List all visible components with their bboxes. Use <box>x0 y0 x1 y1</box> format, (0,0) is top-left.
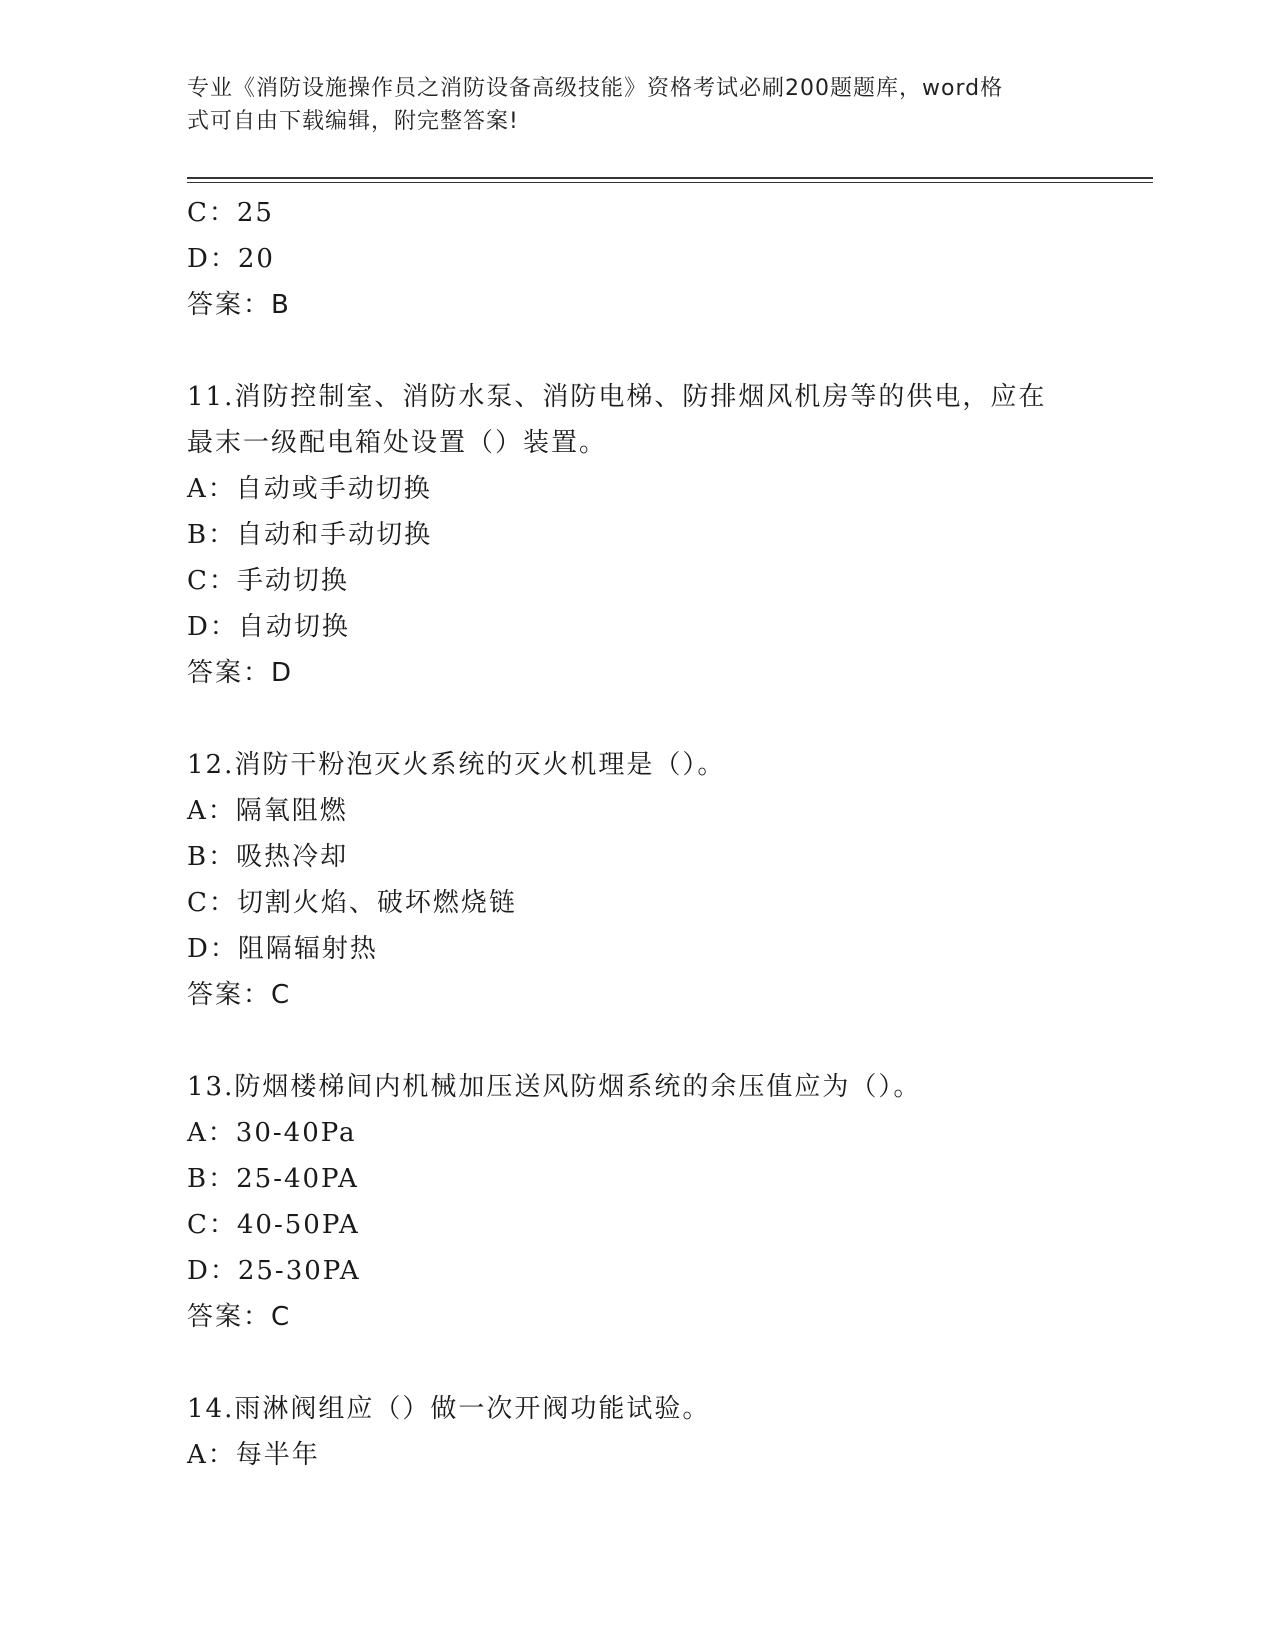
option-d: D：25-30PA <box>187 1256 361 1286</box>
option-a: A：自动或手动切换 <box>187 474 432 504</box>
question-11-text-cont: 最末一级配电箱处设置（）装置。 <box>187 428 608 458</box>
option-c: C：手动切换 <box>187 566 349 596</box>
option-d: D：阻隔辐射热 <box>187 934 378 964</box>
option-c: C：切割火焰、破坏燃烧链 <box>187 888 517 918</box>
option-b: B：25-40PA <box>187 1164 359 1194</box>
header-divider-top <box>187 177 1153 179</box>
option-c: C：25 <box>187 198 274 228</box>
option-b: B：自动和手动切换 <box>187 520 433 550</box>
answer-label: 答案：B <box>187 290 291 320</box>
option-d: D：20 <box>187 244 275 274</box>
answer-label: 答案：D <box>187 658 294 688</box>
question-12-text: 12.消防干粉泡灭火系统的灭火机理是（）。 <box>187 750 726 780</box>
question-11-text: 11.消防控制室、消防水泵、消防电梯、防排烟风机房等的供电，应在 <box>187 382 1047 412</box>
option-a: A：隔氧阻燃 <box>187 796 348 826</box>
answer-label: 答案：C <box>187 1302 292 1332</box>
option-a: A：每半年 <box>187 1440 320 1470</box>
question-14-text: 14.雨淋阀组应（）做一次开阀功能试验。 <box>187 1394 711 1424</box>
option-b: B：吸热冷却 <box>187 842 349 872</box>
header-line-2: 式可自由下载编辑，附完整答案! <box>187 109 519 134</box>
header-divider-bottom <box>187 182 1153 183</box>
partial-question-block <box>187 190 1087 328</box>
answer-label: 答案：C <box>187 980 292 1010</box>
question-12-block <box>187 742 1087 1018</box>
option-d: D：自动切换 <box>187 612 350 642</box>
option-c: C：40-50PA <box>187 1210 360 1240</box>
header-line-1: 专业《消防设施操作员之消防设备高级技能》资格考试必刷200题题库，word格 <box>187 76 1004 101</box>
option-a: A：30-40Pa <box>187 1118 357 1148</box>
page-header <box>187 72 1067 138</box>
question-11-block <box>187 374 1087 696</box>
question-13-block <box>187 1064 1087 1340</box>
question-13-text: 13.防烟楼梯间内机械加压送风防烟系统的余压值应为（）。 <box>187 1072 922 1102</box>
question-14-block <box>187 1386 1087 1478</box>
question-content <box>187 190 1087 1478</box>
